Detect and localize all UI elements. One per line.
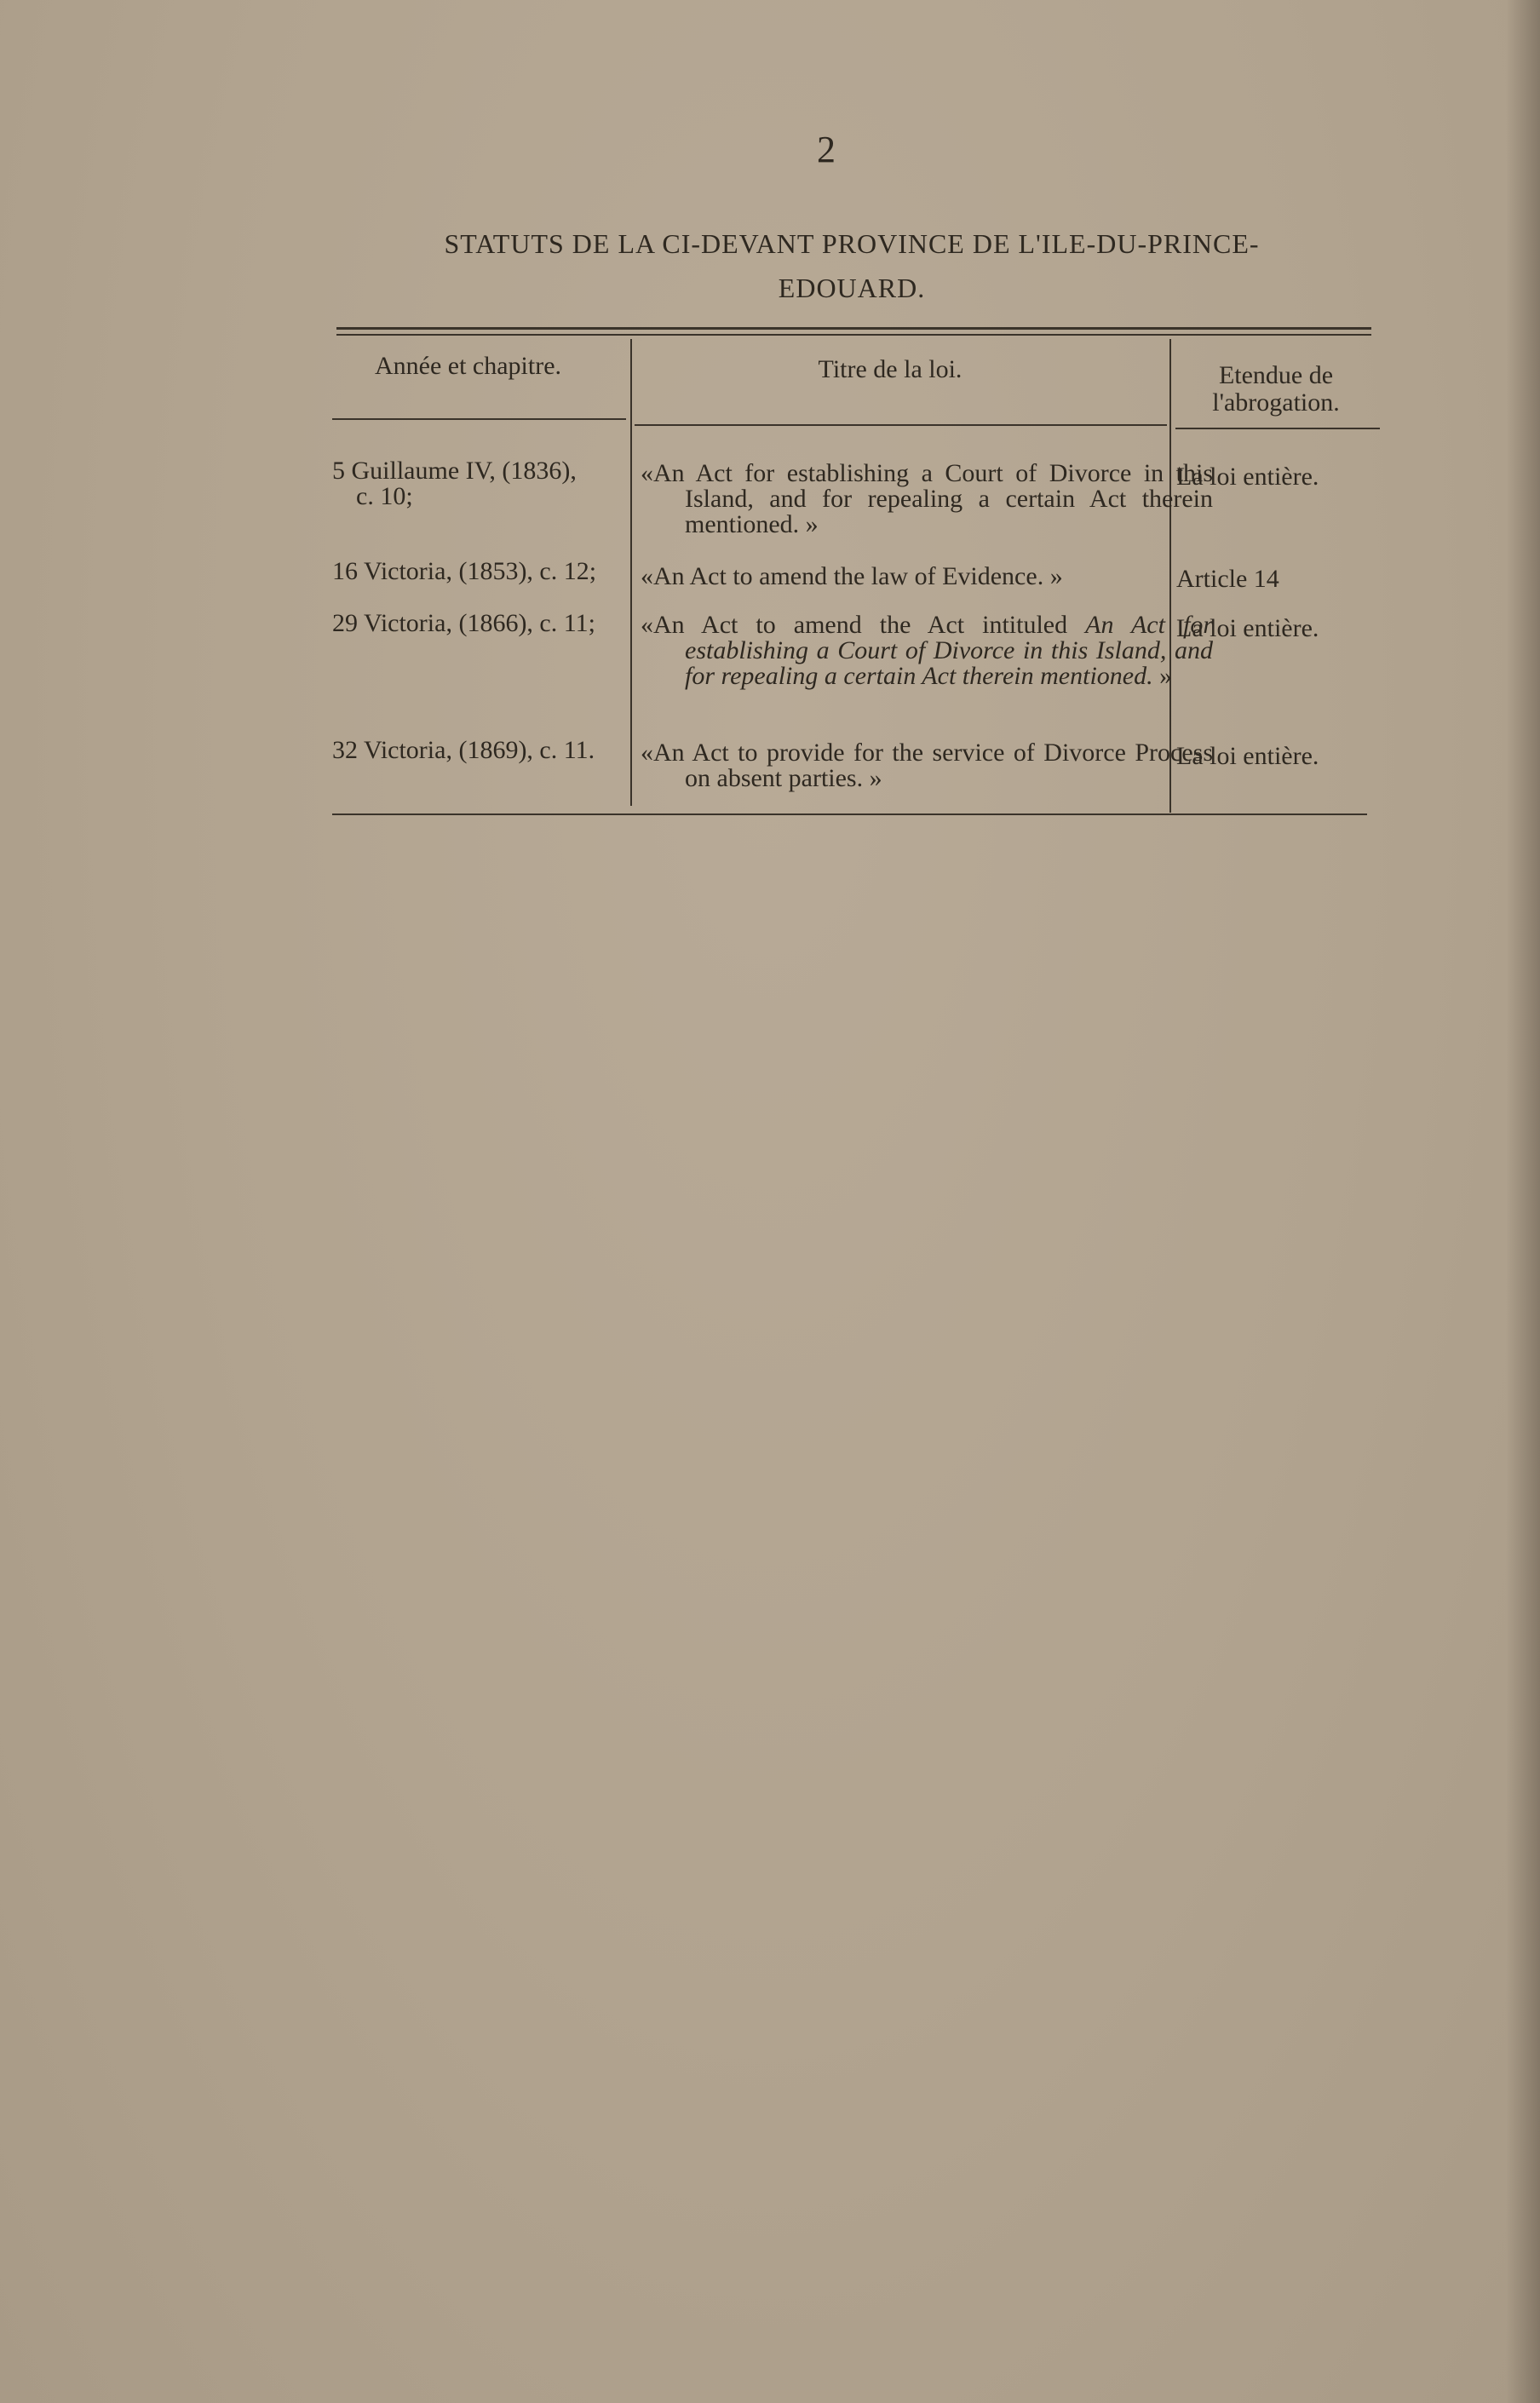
heading-line-1: STATUTS DE LA CI-DEVANT PROVINCE DE L'ILE-DU-PRINCE- [444, 228, 1260, 259]
table-top-rule [336, 327, 1371, 330]
header-underline-year [332, 418, 626, 420]
row-1-year-line-1: 5 Guillaume IV, (1836), [332, 457, 577, 485]
table-row-3-year: 29 Victoria, (1866), c. 11; [332, 609, 595, 637]
table-row-2-title: «An Act to amend the law of Evidence. » [641, 562, 1063, 590]
table-row-4-extent: La loi entière. [1176, 742, 1319, 770]
table-row-3-title [641, 612, 1213, 689]
header-underline-title [635, 424, 1167, 426]
column-divider-1 [630, 339, 632, 806]
page-edge-shadow [1506, 0, 1540, 2403]
column-header-extent-line-2: l'abrogation. [1212, 388, 1340, 417]
column-header-extent-line-1: Etendue de [1218, 361, 1334, 389]
row-3-title-plain: «An Act to amend the Act intituled [641, 611, 1068, 639]
table-row-1-year [332, 458, 626, 509]
header-underline-extent [1175, 428, 1380, 429]
table-row-4-title: «An Act to provide for the service of Divorce Process on absent parties. » [641, 739, 1213, 792]
table-row-1-extent: La loi entière. [1176, 463, 1319, 491]
document-heading [332, 221, 1371, 310]
heading-line-2: EDOUARD. [778, 273, 926, 303]
row-3-title-end: » [1159, 662, 1173, 690]
column-header-title: Titre de la loi. [818, 355, 962, 383]
column-header-year: Année et chapitre. [374, 352, 562, 380]
table-row-1-title: «An Act for establishing a Court of Divorce in this Island, and for repealing a certain Act therein mentioned. » [641, 459, 1213, 538]
row-3-title-italic: An Act for establishing a Court of Divorce in this Island, and for repealing a certain Act therein mentioned. [685, 611, 1213, 690]
table-row-2-year: 16 Victoria, (1853), c. 12; [332, 557, 597, 585]
table-row-3-extent: La loi entière. [1176, 614, 1319, 642]
page-number: 2 [817, 129, 836, 170]
row-1-year-line-2: c. 10; [356, 482, 413, 510]
table-row-2-extent: Article 14 [1176, 565, 1279, 593]
table-top-rule-inner [336, 334, 1371, 336]
table-row-4-year: 32 Victoria, (1869), c. 11. [332, 736, 595, 764]
table-bottom-rule [332, 813, 1367, 815]
column-header-extent [1174, 362, 1378, 417]
